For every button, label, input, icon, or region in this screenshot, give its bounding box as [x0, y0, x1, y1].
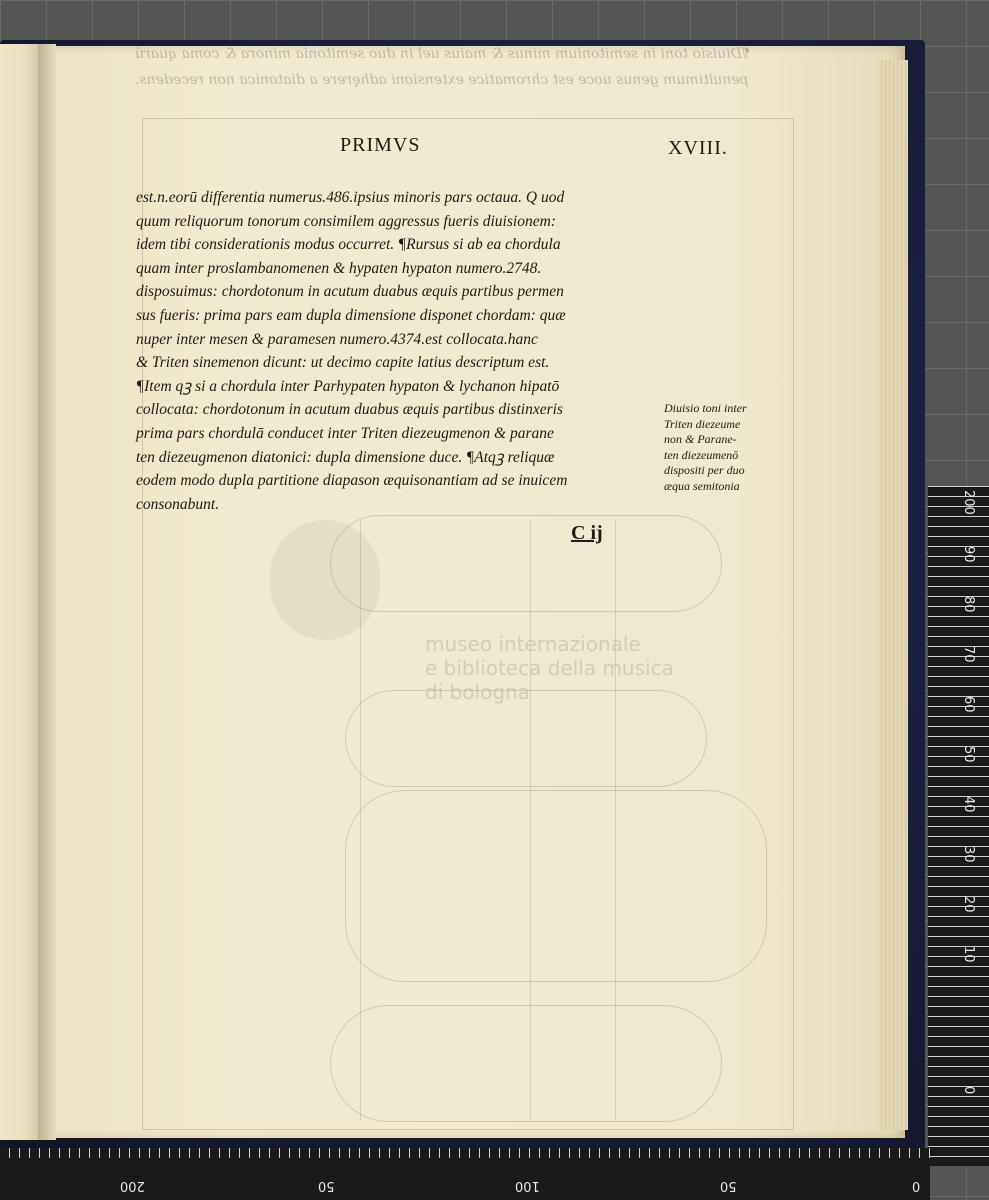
ruler-label: 30: [961, 846, 976, 863]
ruler-label: 0: [912, 1178, 921, 1193]
ruler-label: 60: [961, 696, 976, 713]
signature-mark: [571, 522, 603, 545]
folio-number: XVIII.: [668, 137, 728, 159]
text-line: & Triten sinemenon dicunt: ut decimo capite latius descriptum est.: [136, 354, 550, 372]
text-line: consonabunt.: [136, 495, 220, 513]
watermark-logo: [270, 520, 380, 640]
left-page-edge: [0, 44, 42, 1140]
text-line: eodem modo dupla partitione diapason æquisonantiam ad se inuicem: [136, 472, 568, 490]
ruler-label: 90: [961, 546, 976, 563]
note-line: æqua semitonia: [664, 478, 740, 493]
show-through-arc: [345, 790, 767, 982]
watermark-line: museo internazionale: [425, 632, 641, 656]
text-line: ten diezeugmenon diatonici: dupla dimensione duce. ¶Atqꝫ reliquæ: [136, 448, 555, 466]
page-fore-edge: [880, 60, 908, 1130]
text-line: sus fueris: prima pars eam dupla dimensione disponet chordam: quæ: [136, 306, 566, 324]
ruler-label: 50: [318, 1178, 335, 1193]
show-through-line-2: penultimum genus uoce est chromatice extensioni adhęrere a diatonica non recedens.: [135, 72, 749, 88]
ruler-label: 50: [961, 746, 976, 763]
show-through-arc: [345, 690, 707, 787]
ruler-label: 80: [961, 596, 976, 613]
ruler-label: 200: [961, 490, 976, 515]
ruler-label: 200: [120, 1178, 145, 1193]
ruler-label: 50: [720, 1178, 737, 1193]
watermark: [425, 632, 674, 704]
marginal-note: [664, 401, 784, 495]
text-line: prima pars chordulā conducet inter Triten diezeugmenon & parane: [136, 424, 554, 442]
note-line: Triten diezeume: [664, 416, 741, 431]
show-through-line-1: ¶Diuisio toni in semitonium minus & maius uel in duo semitonia minora & coma quarū: [135, 46, 751, 62]
watermark-line: e biblioteca della musica: [425, 656, 674, 680]
text-line: est.n.eorū differentia numerus.486.ipsius minoris pars octaua. Q uod: [136, 189, 565, 206]
text-line: quum reliquorum tonorum consimilem aggressus fueris diuisionem:: [136, 212, 556, 230]
text-line: idem tibi considerationis modus occurret. ¶Rursus si ab ea chordula: [136, 236, 561, 254]
show-through-arc: [330, 1005, 722, 1122]
text-line: collocata: chordotonum in acutum duabus æquis partibus distinxeris: [136, 401, 563, 419]
ruler-label: 0: [961, 1086, 976, 1095]
scale-ruler-horizontal: [0, 1148, 930, 1200]
watermark-line: di bologna: [425, 680, 530, 704]
running-head-title: PRIMVS: [340, 134, 421, 156]
text-line: disposuimus: chordotonum in acutum duabus æquis partibus permen: [136, 283, 564, 301]
ruler-label: 40: [961, 796, 976, 813]
note-line: Diuisio toni inter: [664, 401, 747, 415]
gutter: [38, 44, 56, 1140]
ruler-label: 70: [961, 646, 976, 663]
note-line: ten diezeumenō: [664, 447, 739, 462]
signature-text: C ij: [571, 522, 603, 544]
ruler-label: 100: [515, 1178, 540, 1193]
scale-ruler-vertical: [928, 486, 989, 1166]
body-text: [136, 186, 664, 516]
show-through-arc: [330, 515, 722, 612]
text-line: nuper inter mesen & paramesen numero.4374.est collocata.hanc: [136, 330, 538, 348]
ruler-label: 10: [961, 946, 976, 963]
note-line: non & Parane-: [664, 432, 737, 447]
text-line: quam inter proslambanomenen & hypaten hypaton numero.2748.: [136, 259, 542, 277]
note-line: dispositi per duo: [664, 463, 745, 478]
text-line: ¶Item qꝫ si a chordula inter Parhypaten hypaton & lychanon hipatō: [136, 377, 560, 395]
ruler-label: 20: [961, 896, 976, 913]
